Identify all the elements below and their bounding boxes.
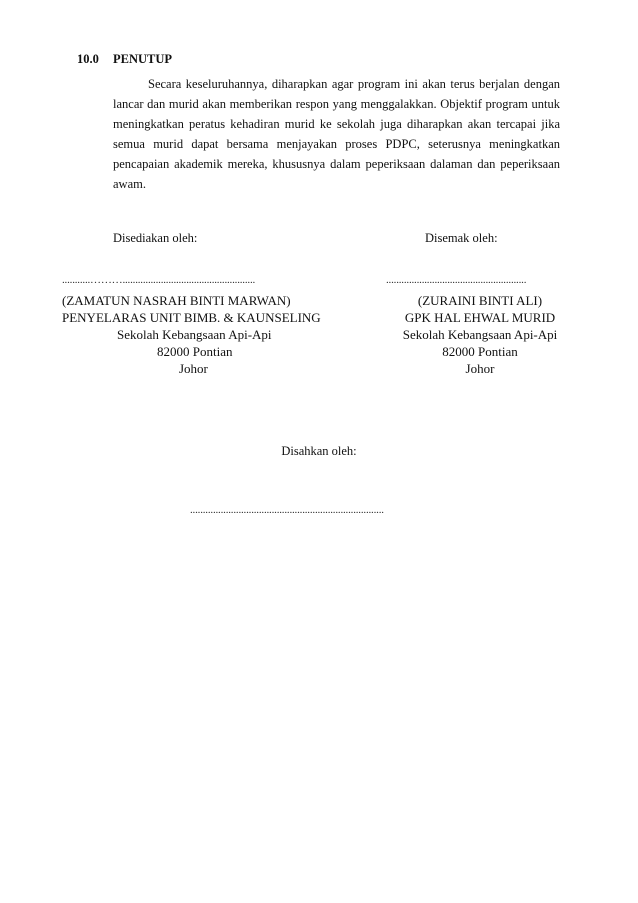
checked-position: GPK HAL EHWAL MURID — [404, 310, 556, 325]
prepared-by-label: Disediakan oleh: — [113, 231, 198, 245]
prepared-state: Johor — [179, 361, 208, 376]
paragraph-line: meningkatkan peratus kehadiran murid ke sekolah juga diharapkan akan tercapai jika — [113, 117, 560, 131]
checked-name: (ZURAINI BINTI ALI) — [417, 293, 543, 308]
paragraph-line: lancar dan murid akan memberikan respon yang menggalakkan. Objektif program untuk — [113, 97, 560, 111]
approved-by-label: Disahkan oleh: — [281, 444, 357, 458]
paragraph-line: Secara keseluruhannya, diharapkan agar program ini akan terus berjalan dengan — [148, 77, 560, 91]
checked-by-block — [380, 292, 580, 377]
prepared-signature-line: ...........……….................................................... — [62, 274, 256, 286]
section-title: PENUTUP — [113, 52, 173, 66]
section-number: 10.0 — [77, 52, 99, 66]
approved-signature-line: ............................................................................ — [190, 504, 384, 516]
checked-postcode: 82000 Pontian — [442, 344, 518, 359]
paragraph-line: awam. — [113, 177, 146, 191]
checked-state: Johor — [465, 361, 495, 376]
closing-paragraph — [113, 74, 560, 194]
paragraph-line: pencapaian akademik mereka, khususnya dalam peperiksaan dalaman dan peperiksaan — [113, 157, 560, 171]
prepared-name: (ZAMATUN NASRAH BINTI MARWAN) — [62, 293, 291, 308]
checked-by-label: Disemak oleh: — [425, 231, 498, 245]
prepared-by-block — [62, 292, 342, 377]
checked-signature-line: ....................................................... — [386, 274, 527, 286]
prepared-postcode: 82000 Pontian — [157, 344, 233, 359]
checked-school: Sekolah Kebangsaan Api-Api — [402, 327, 558, 342]
prepared-school: Sekolah Kebangsaan Api-Api — [117, 327, 272, 342]
paragraph-line: semua murid dapat bersama menjayakan proses PDPC, seterusnya meningkatkan — [113, 137, 560, 151]
prepared-position: PENYELARAS UNIT BIMB. & KAUNSELING — [62, 310, 321, 325]
